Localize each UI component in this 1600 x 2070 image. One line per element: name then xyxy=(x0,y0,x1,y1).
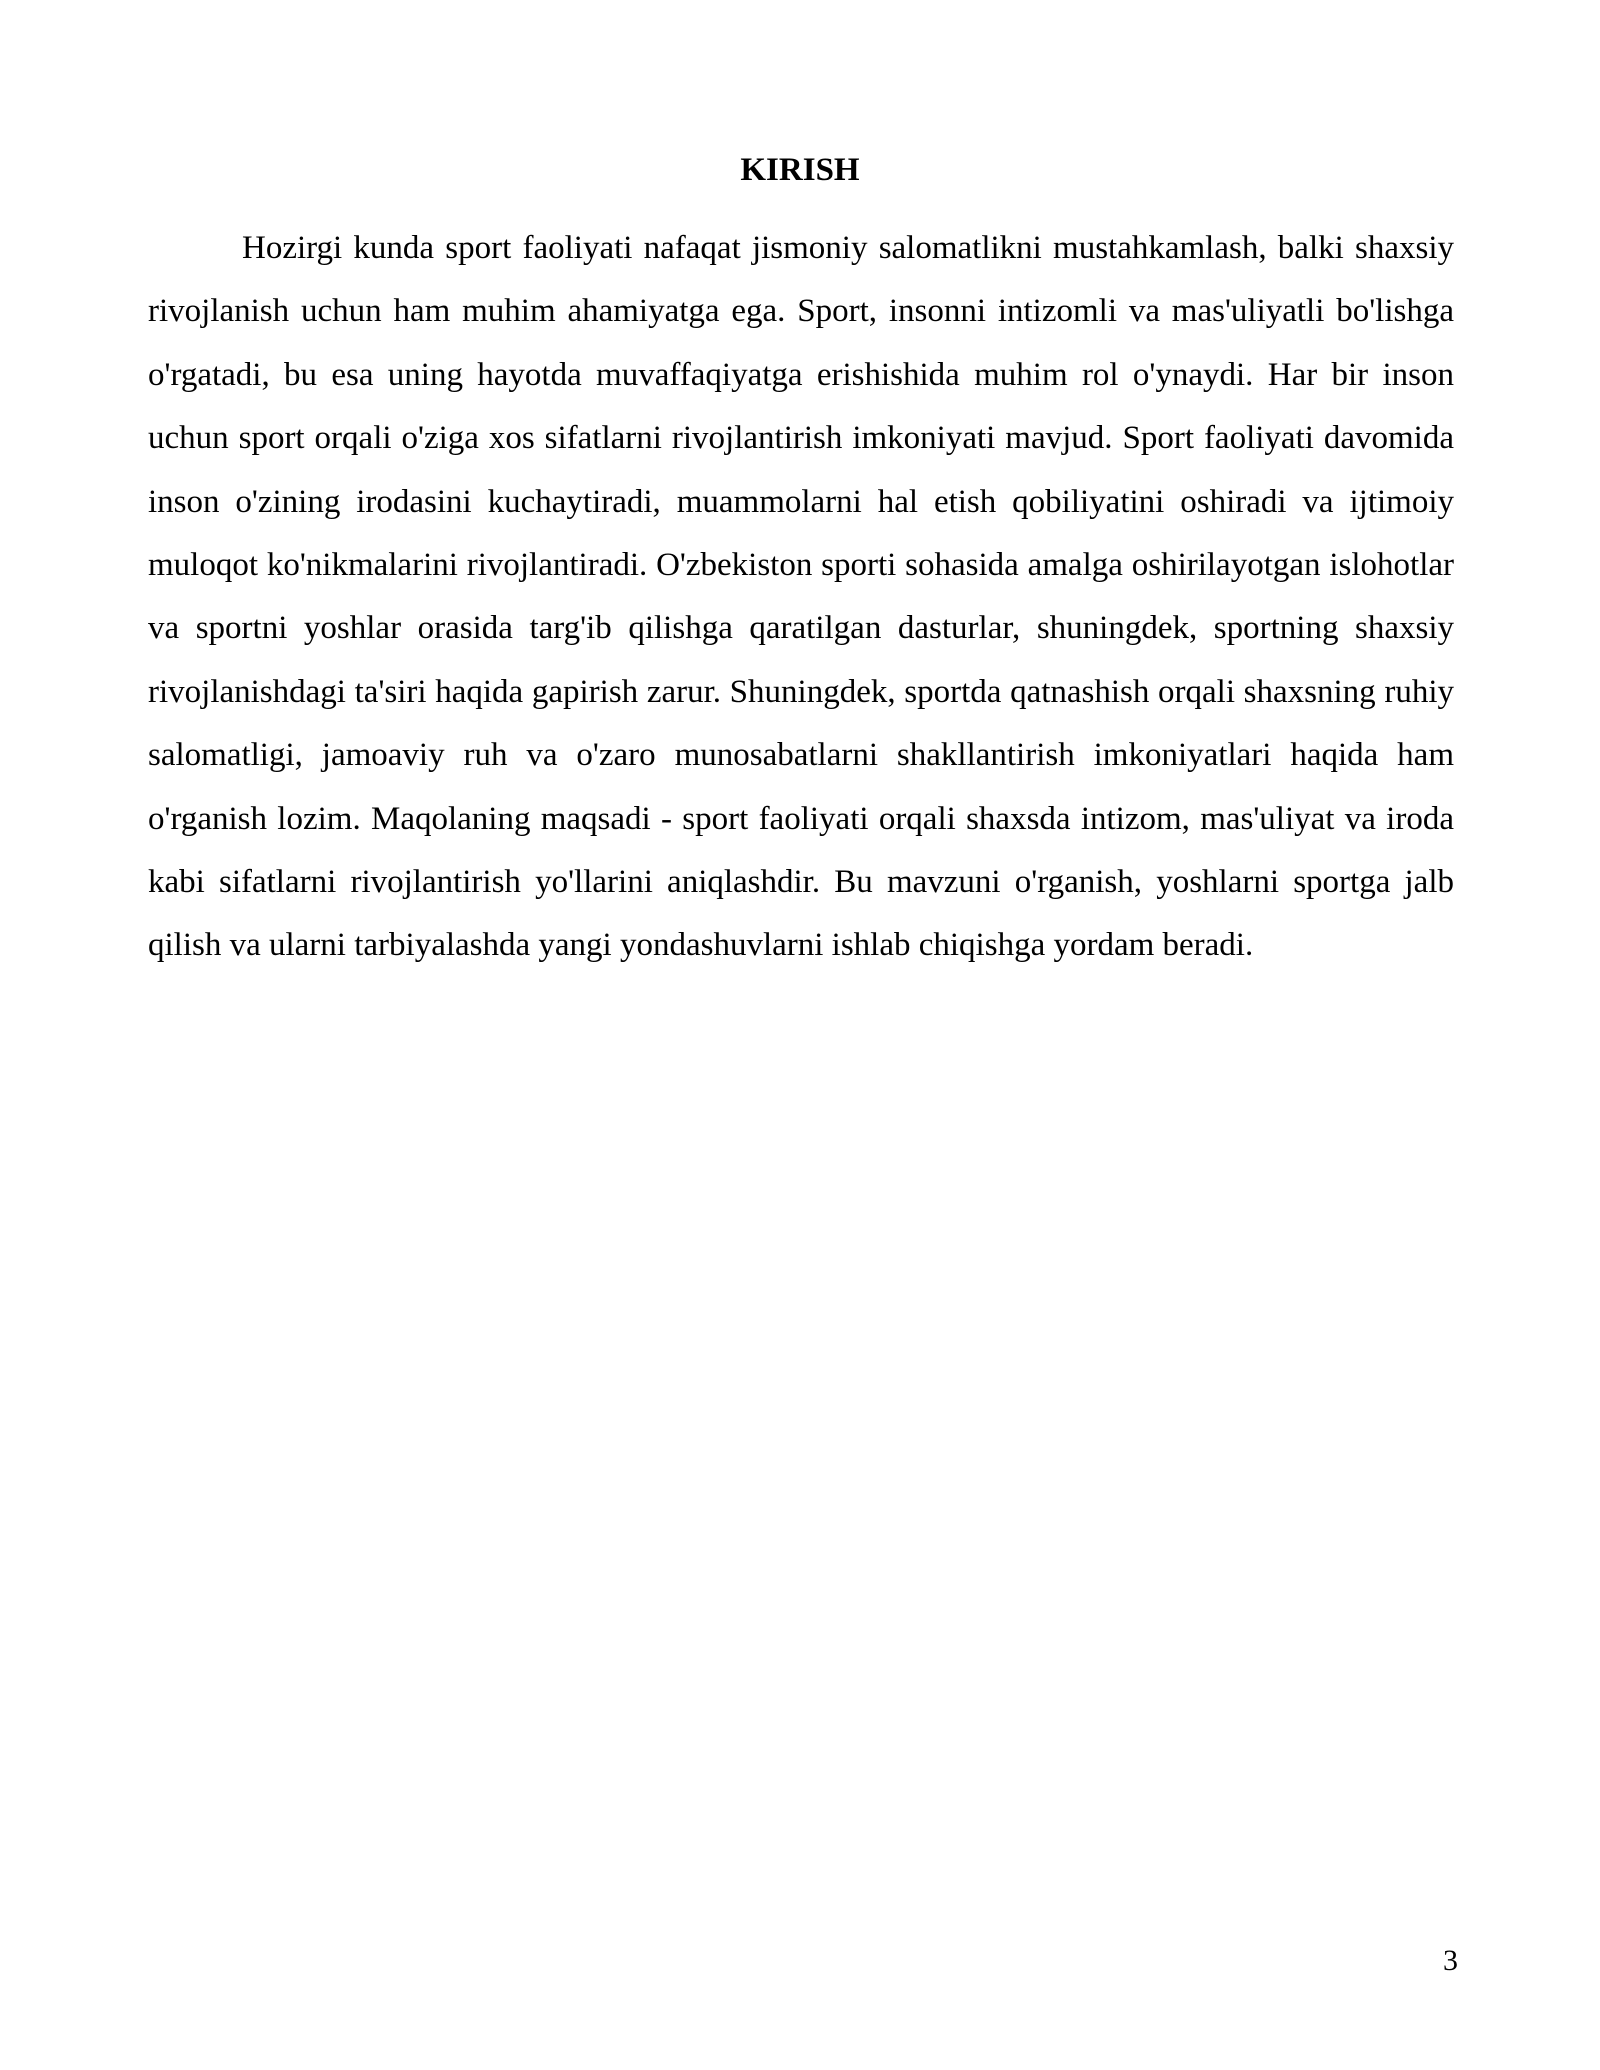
body-paragraph: Hozirgi kunda sport faoliyati nafaqat jismoniy salomatlikni mustahkamlash, balki shaxsiy rivojlanish uchun ham muhim ahamiyatga ega. Sport, insonni intizomli va mas'uliyatli bo'lishga o'rgatadi, bu esa uning hayotda muvaffaqiyatga erishishida muhim rol o'ynaydi. Har bir inson uchun sport orqali o'ziga xos sifatlarni rivojlantirish imkoniyati mavjud. Sport faoliyati davomida inson o'zining irodasini kuchaytiradi, muammolarni hal etish qobiliyatini oshiradi va ijtimoiy muloqot ko'nikmalarini rivojlantiradi. O'zbekiston sporti sohasida amalga oshirilayotgan islohotlar va sportni yoshlar orasida targ'ib qilishga qaratilgan dasturlar, shuningdek, sportning shaxsiy rivojlanishdagi ta'siri haqida gapirish zarur. Shuningdek, sportda qatnashish orqali shaxsning ruhiy salomatligi, jamoaviy ruh va o'zaro munosabatlarni shakllantirish imkoniyatlari haqida ham o'rganish lozim. Maqolaning maqsadi - sport faoliyati orqali shaxsda intizom, mas'uliyat va iroda kabi sifatlarni rivojlantirish yo'llarini aniqlashdir. Bu mavzuni o'rganish, yoshlarni sportga jalb qilish va ularni tarbiyalashda yangi yondashuvlarni ishlab chiqishga yordam beradi. xyxy=(148,230,1454,964)
page-number: 3 xyxy=(1443,1944,1458,1977)
page-title: KIRISH xyxy=(740,152,860,188)
